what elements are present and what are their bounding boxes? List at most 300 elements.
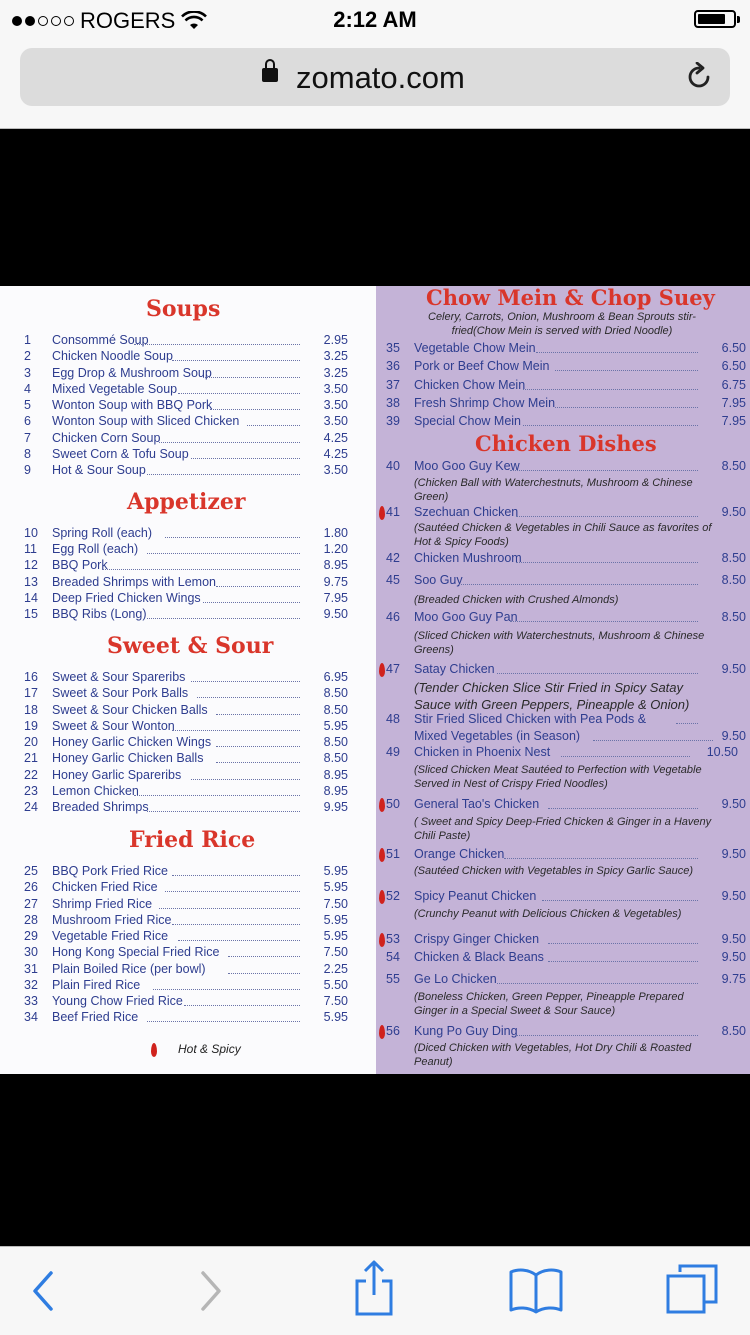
menu-item — [24, 768, 364, 784]
chili-icon — [379, 798, 385, 812]
menu-item — [24, 333, 364, 349]
dotted-leader — [216, 714, 300, 715]
item-number: 50 — [386, 797, 400, 811]
item-number: 31 — [24, 961, 38, 976]
dotted-leader — [147, 811, 300, 812]
item-price: 5.95 — [323, 880, 348, 895]
menu-item — [386, 359, 748, 375]
menu-item — [24, 670, 364, 686]
item-number: 23 — [24, 783, 38, 798]
item-name: Plain Fired Rice — [52, 977, 141, 992]
item-name: Sweet Corn & Tofu Soup — [52, 446, 189, 461]
item-number: 54 — [386, 950, 400, 964]
chili-icon — [379, 890, 385, 904]
item-number: 40 — [386, 459, 400, 473]
item-number: 29 — [24, 929, 38, 943]
menu-item — [24, 719, 364, 735]
item-name: Fresh Shrimp Chow Mein — [414, 395, 556, 410]
dotted-leader — [516, 562, 698, 563]
section-title-fried-rice: Fried Rice — [129, 827, 256, 853]
item-name: Chicken Corn Soup — [52, 430, 161, 445]
item-price: 9.50 — [721, 729, 746, 743]
item-number: 27 — [24, 896, 38, 911]
item-name: Stir Fried Sliced Chicken with Pea Pods & — [414, 712, 647, 726]
menu-item — [386, 745, 748, 761]
menu-item — [386, 341, 748, 357]
item-price: 4.25 — [323, 430, 348, 445]
item-name: Spicy Peanut Chicken — [414, 889, 537, 903]
dotted-leader — [165, 891, 300, 892]
item-number: 28 — [24, 912, 38, 927]
item-name: Vegetable Fried Rice — [52, 929, 169, 943]
item-price: 7.95 — [323, 590, 348, 605]
item-price: 8.95 — [323, 767, 348, 782]
menu-item — [386, 573, 748, 589]
item-price: 7.50 — [323, 896, 348, 911]
item-price: 5.95 — [323, 718, 348, 733]
item-price: 6.95 — [323, 670, 348, 684]
menu-item — [386, 505, 748, 521]
item-price: 8.50 — [323, 686, 348, 701]
item-name: Consommé Soup — [52, 333, 149, 347]
menu-item — [24, 735, 364, 751]
item-name: Sweet & Sour Chicken Balls — [52, 702, 208, 717]
item-name-continued: Mixed Vegetables (in Season) — [414, 729, 581, 743]
item-price: 8.95 — [323, 558, 348, 573]
dotted-leader — [147, 618, 300, 619]
item-description: (Boneless Chicken, Green Pepper, Pineapple Prepared Ginger in a Special Sweet & Sour Sauce) — [414, 991, 684, 1017]
item-description: (Sliced Chicken Meat Sautéed to Perfection with Vegetable Served in Nest of Crispy Fried Noodles) — [414, 764, 702, 790]
item-name: Sweet & Sour Wonton — [52, 718, 175, 733]
item-price: 9.50 — [721, 889, 746, 903]
menu-item — [24, 751, 364, 767]
item-name: Beef Fried Rice — [52, 1010, 139, 1025]
menu-item — [24, 929, 364, 945]
item-description: (Sautéed Chicken & Vegetables in Chili Sauce as favorites of Hot & Spicy Foods) — [414, 522, 712, 548]
item-price: 3.50 — [323, 463, 348, 477]
dotted-leader — [516, 516, 698, 517]
menu-item — [386, 797, 748, 813]
dotted-leader — [555, 407, 698, 408]
menu-item — [24, 542, 364, 558]
item-number: 25 — [24, 864, 38, 878]
dotted-leader — [147, 474, 300, 475]
item-price: 8.50 — [721, 573, 746, 587]
item-number: 3 — [24, 365, 31, 380]
item-number: 36 — [386, 359, 400, 374]
dotted-leader — [593, 740, 713, 741]
clock: 2:12 AM — [333, 7, 417, 32]
item-name: Spring Roll (each) — [52, 526, 153, 540]
dotted-leader — [548, 943, 698, 944]
item-price: 9.50 — [721, 662, 746, 676]
item-number: 47 — [386, 662, 400, 676]
dotted-leader — [191, 681, 300, 682]
item-number: 1 — [24, 333, 31, 347]
item-name: Wonton Soup with BBQ Pork — [52, 398, 213, 412]
dotted-leader — [548, 961, 698, 962]
dotted-leader — [216, 586, 300, 587]
section-title-soups: Soups — [146, 296, 221, 322]
item-name: Satay Chicken — [414, 662, 495, 676]
item-number: 21 — [24, 751, 38, 766]
item-price: 5.95 — [323, 912, 348, 927]
dotted-leader — [459, 584, 698, 585]
item-name: Crispy Ginger Chicken — [414, 932, 540, 946]
item-price: 3.25 — [323, 349, 348, 364]
item-name: Hot & Sour Soup — [52, 463, 146, 477]
item-name: Breaded Shrimps with Lemon — [52, 574, 216, 589]
status-bar — [0, 0, 750, 40]
item-price: 5.95 — [323, 1010, 348, 1025]
chili-icon — [379, 506, 385, 520]
dotted-leader — [184, 1005, 300, 1006]
menu-right-page — [376, 286, 750, 1074]
menu-item — [386, 847, 748, 863]
item-price: 8.50 — [721, 551, 746, 565]
item-price: 7.50 — [323, 994, 348, 1008]
menu-item — [24, 414, 364, 430]
chili-icon — [379, 848, 385, 862]
item-price: 2.95 — [323, 333, 348, 347]
item-price: 8.95 — [323, 783, 348, 798]
menu-item — [386, 889, 748, 905]
item-price: 1.20 — [323, 542, 348, 557]
dotted-leader — [548, 808, 698, 809]
menu-item — [386, 712, 748, 746]
item-price: 9.50 — [721, 932, 746, 946]
item-number: 52 — [386, 889, 400, 903]
dotted-leader — [676, 723, 698, 724]
item-price: 6.75 — [721, 377, 746, 392]
item-name: Breaded Shrimps — [52, 800, 149, 814]
item-price: 8.50 — [721, 1024, 746, 1038]
dotted-leader — [542, 900, 698, 901]
menu-item — [386, 551, 748, 567]
item-number: 51 — [386, 847, 400, 861]
item-price: 10.50 — [706, 745, 738, 759]
menu-item — [24, 558, 364, 574]
item-number: 20 — [24, 735, 38, 749]
section-title-appetizer: Appetizer — [127, 489, 246, 515]
item-number: 6 — [24, 414, 31, 429]
dotted-leader — [178, 940, 300, 941]
menu-item — [24, 382, 364, 398]
dotted-leader — [561, 756, 690, 757]
dotted-leader — [172, 924, 300, 925]
dotted-leader — [210, 409, 300, 410]
item-description: ( Sweet and Spicy Deep-Fried Chicken & Ginger in a Haveny Chili Paste) — [414, 816, 712, 842]
menu-item — [386, 396, 748, 412]
item-number: 17 — [24, 686, 38, 701]
url-text: zomato.com — [296, 60, 465, 95]
item-name: Honey Garlic Spareribs — [52, 767, 182, 782]
dotted-leader — [159, 442, 300, 443]
menu-item — [24, 913, 364, 929]
item-number: 8 — [24, 446, 31, 461]
item-price: 7.50 — [323, 945, 348, 960]
menu-item — [24, 398, 364, 414]
item-name: Special Chow Mein — [414, 414, 521, 429]
carrier-name: ROGERS — [80, 8, 176, 33]
browser-header — [0, 40, 750, 129]
section-title-chicken: Chicken Dishes — [475, 431, 657, 456]
item-number: 19 — [24, 718, 38, 733]
dotted-leader — [516, 1035, 698, 1036]
dotted-leader — [153, 989, 300, 990]
item-name: Shrimp Fried Rice — [52, 896, 153, 911]
item-number: 35 — [386, 341, 400, 355]
item-name: Chicken Noodle Soup — [52, 349, 173, 364]
item-name: Sweet & Sour Pork Balls — [52, 686, 189, 701]
item-price: 9.50 — [721, 797, 746, 811]
item-price: 4.25 — [323, 446, 348, 461]
menu-item — [24, 575, 364, 591]
item-name: Mushroom Fried Rice — [52, 912, 172, 927]
item-number: 7 — [24, 430, 31, 445]
section-description: Celery, Carrots, Onion, Mushroom & Bean Sprouts stir-fried(Chow Mein is served with Dried Noodle) — [428, 311, 696, 337]
item-name: Egg Drop & Mushroom Soup — [52, 365, 212, 380]
item-name: BBQ Pork Fried Rice — [52, 864, 169, 878]
item-number: 38 — [386, 395, 400, 410]
dotted-leader — [134, 344, 300, 345]
item-name: Lemon Chicken — [52, 783, 139, 798]
menu-item — [24, 349, 364, 365]
dotted-leader — [510, 470, 698, 471]
item-number: 9 — [24, 463, 31, 477]
menu-left-page — [0, 286, 376, 1074]
back-icon[interactable] — [26, 1269, 60, 1313]
dotted-leader — [191, 779, 300, 780]
dotted-leader — [523, 389, 698, 390]
item-number: 41 — [386, 505, 400, 519]
item-price: 5.50 — [323, 977, 348, 992]
dotted-leader — [536, 352, 698, 353]
item-number: 16 — [24, 670, 38, 684]
item-number: 18 — [24, 702, 38, 717]
item-number: 13 — [24, 574, 38, 589]
item-number: 30 — [24, 945, 38, 960]
item-name: General Tao's Chicken — [414, 797, 540, 811]
menu-item — [24, 431, 364, 447]
item-number: 32 — [24, 977, 38, 992]
item-name: Egg Roll (each) — [52, 542, 139, 557]
item-price: 3.50 — [323, 414, 348, 429]
chili-icon — [379, 1025, 385, 1039]
dotted-leader — [172, 730, 300, 731]
menu-image — [0, 286, 750, 1074]
dotted-leader — [504, 858, 698, 859]
chili-icon — [379, 933, 385, 947]
item-description: (Chicken Ball with Waterchestnuts, Mushroom & Chinese Green) — [414, 477, 693, 503]
item-price: 7.95 — [721, 414, 746, 429]
chili-icon — [379, 663, 385, 677]
item-number: 39 — [386, 414, 400, 429]
menu-item — [24, 945, 364, 961]
item-name: Sweet & Sour Spareribs — [52, 670, 186, 684]
menu-item — [24, 366, 364, 382]
item-number: 53 — [386, 932, 400, 946]
menu-item — [386, 932, 748, 948]
item-price: 2.25 — [323, 961, 348, 976]
item-name: Deep Fried Chicken Wings — [52, 590, 201, 605]
item-number: 33 — [24, 994, 38, 1008]
item-description: (Breaded Chicken with Crushed Almonds) — [414, 594, 619, 606]
item-number: 22 — [24, 767, 38, 782]
dotted-leader — [523, 425, 698, 426]
item-price: 5.95 — [323, 864, 348, 878]
item-number: 48 — [386, 712, 400, 726]
dotted-leader — [159, 908, 300, 909]
menu-item — [386, 378, 748, 394]
item-name: Honey Garlic Chicken Balls — [52, 751, 204, 766]
menu-item — [24, 1010, 364, 1026]
menu-item — [386, 662, 748, 678]
item-number: 49 — [386, 745, 400, 759]
item-description: (Sliced Chicken with Waterchestnuts, Mushroom & Chinese Greens) — [414, 630, 705, 656]
item-number: 55 — [386, 972, 400, 986]
item-name: Plain Boiled Rice (per bowl) — [52, 961, 206, 976]
item-number: 10 — [24, 526, 38, 540]
menu-item — [24, 526, 364, 542]
menu-item — [24, 686, 364, 702]
item-number: 24 — [24, 800, 38, 814]
item-name: Ge Lo Chicken — [414, 972, 497, 986]
menu-item — [24, 591, 364, 607]
item-name: Vegetable Chow Mein — [414, 341, 536, 355]
menu-item — [386, 950, 748, 966]
dotted-leader — [497, 673, 698, 674]
reload-icon[interactable] — [684, 62, 714, 92]
dotted-leader — [134, 795, 300, 796]
item-name: BBQ Ribs (Long) — [52, 607, 147, 621]
dotted-leader — [147, 1021, 300, 1022]
item-name: Chicken Chow Mein — [414, 377, 526, 392]
item-name: BBQ Pork — [52, 558, 108, 573]
item-name: Young Chow Fried Rice — [52, 994, 183, 1008]
chili-icon — [151, 1043, 157, 1057]
lock-icon — [262, 68, 278, 82]
item-number: 2 — [24, 349, 31, 364]
item-price: 1.80 — [323, 526, 348, 540]
item-price: 7.95 — [721, 395, 746, 410]
dotted-leader — [165, 537, 300, 538]
menu-item — [24, 864, 364, 880]
menu-item — [386, 414, 748, 430]
dotted-leader — [247, 425, 300, 426]
menu-item — [24, 880, 364, 896]
item-number: 4 — [24, 381, 31, 396]
menu-item — [24, 703, 364, 719]
item-description: (Crunchy Peanut with Delicious Chicken & Vegetables) — [414, 908, 682, 920]
dotted-leader — [228, 973, 300, 974]
item-name: Kung Po Guy Ding — [414, 1024, 518, 1038]
menu-item — [24, 994, 364, 1010]
dotted-leader — [178, 393, 300, 394]
item-name: Chicken & Black Beans — [414, 950, 544, 964]
item-number: 37 — [386, 377, 400, 392]
menu-item — [386, 972, 748, 988]
item-name: Soo Guy — [414, 573, 463, 587]
dotted-leader — [147, 553, 300, 554]
item-number: 45 — [386, 573, 400, 587]
section-title-chow-mein: Chow Mein & Chop Suey — [426, 286, 715, 310]
menu-item — [24, 800, 364, 816]
item-price: 8.50 — [323, 735, 348, 749]
bookmarks-icon[interactable] — [508, 1265, 564, 1315]
item-number: 26 — [24, 880, 38, 895]
dotted-leader — [497, 983, 698, 984]
item-price: 3.50 — [323, 381, 348, 396]
menu-item — [24, 607, 364, 623]
item-number: 5 — [24, 398, 31, 412]
item-name: Chicken Mushroom — [414, 551, 522, 565]
item-price: 8.50 — [721, 459, 746, 473]
item-price: 8.50 — [721, 610, 746, 624]
item-number: 15 — [24, 607, 38, 621]
item-price: 9.50 — [323, 607, 348, 621]
menu-item — [386, 1024, 748, 1040]
item-price: 3.50 — [323, 398, 348, 412]
item-name: Honey Garlic Chicken Wings — [52, 735, 212, 749]
item-name: Szechuan Chicken — [414, 505, 519, 519]
menu-item — [24, 897, 364, 913]
item-price: 9.75 — [323, 574, 348, 589]
menu-item — [24, 978, 364, 994]
share-icon[interactable] — [350, 1259, 398, 1317]
item-price: 9.50 — [721, 950, 746, 964]
menu-item — [24, 784, 364, 800]
item-price: 9.50 — [721, 847, 746, 861]
item-number: 11 — [24, 542, 37, 557]
menu-item — [386, 459, 748, 475]
item-number: 14 — [24, 590, 38, 605]
item-name: Hong Kong Special Fried Rice — [52, 945, 220, 960]
section-title-sweet-sour: Sweet & Sour — [107, 633, 274, 659]
item-price: 5.95 — [323, 929, 348, 943]
item-name: Chicken in Phoenix Nest — [414, 745, 551, 759]
dotted-leader — [191, 458, 300, 459]
forward-icon[interactable] — [194, 1269, 228, 1313]
dotted-leader — [197, 697, 300, 698]
item-number: 34 — [24, 1010, 38, 1025]
item-price: 8.50 — [323, 751, 348, 766]
item-number: 42 — [386, 551, 400, 565]
dotted-leader — [216, 746, 300, 747]
item-name: Pork or Beef Chow Mein — [414, 359, 550, 374]
dotted-leader — [228, 956, 300, 957]
item-price: 3.25 — [323, 365, 348, 380]
item-description: (Diced Chicken with Vegetables, Hot Dry Chili & Roasted Peanut) — [414, 1042, 692, 1068]
item-price: 8.50 — [323, 702, 348, 717]
dotted-leader — [102, 569, 300, 570]
item-name: Moo Goo Guy Kew — [414, 459, 520, 473]
item-number: 56 — [386, 1024, 400, 1038]
item-number: 46 — [386, 610, 400, 624]
menu-item — [386, 610, 748, 626]
dotted-leader — [172, 875, 300, 876]
browser-toolbar — [0, 1246, 750, 1335]
item-name: Wonton Soup with Sliced Chicken — [52, 414, 240, 429]
menu-item — [24, 447, 364, 463]
menu-item — [24, 463, 364, 479]
address-bar[interactable] — [20, 48, 730, 106]
dotted-leader — [555, 370, 698, 371]
dotted-leader — [203, 377, 300, 378]
item-name: Orange Chicken — [414, 847, 505, 861]
battery-icon — [694, 10, 736, 28]
tabs-icon[interactable] — [664, 1263, 720, 1317]
